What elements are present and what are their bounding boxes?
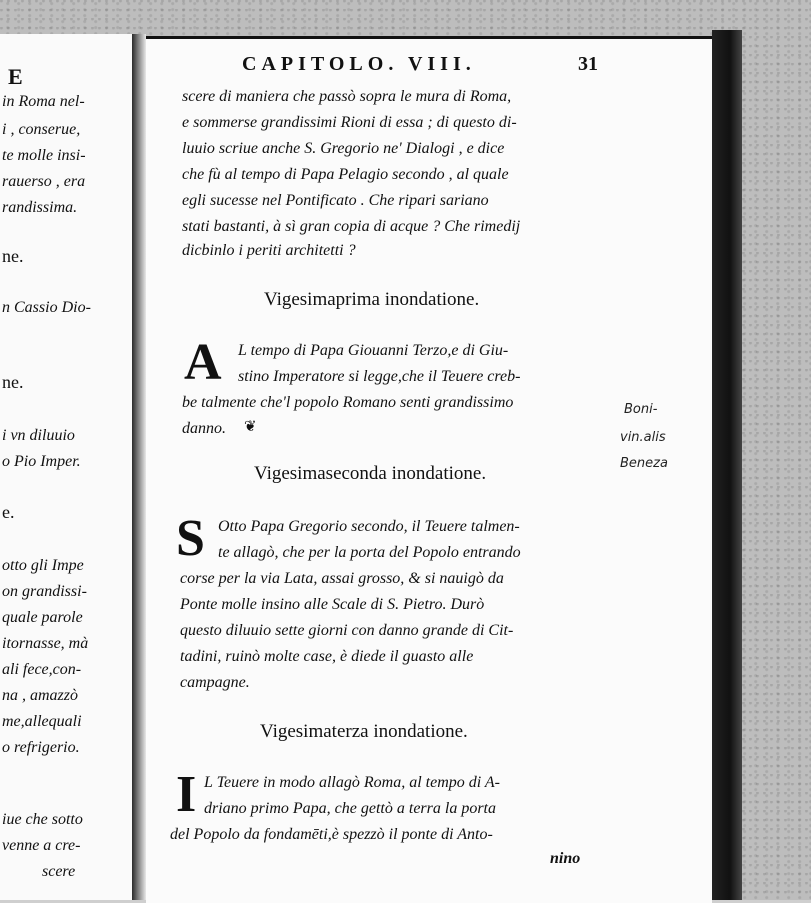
text-line: scere di maniera che passò sopra le mura di Roma, <box>182 88 512 105</box>
left-running-head: E <box>8 64 23 89</box>
book-page-edge <box>712 30 742 900</box>
left-line: o Pio Imper. <box>2 453 81 470</box>
left-line: randissima. <box>2 199 78 216</box>
text-line: stino Imperatore si legge,che il Teuere creb- <box>238 368 521 385</box>
text-line: dicbinlo i periti architetti ? <box>182 242 356 259</box>
text-line: del Popolo da fondamēti,è spezzò il ponte di Anto- <box>170 826 493 843</box>
left-line: e. <box>2 502 15 522</box>
margin-note-line: Beneza <box>620 456 668 471</box>
running-head: CAPITOLO. VIII. <box>242 53 476 75</box>
text-line: danno. <box>182 420 226 437</box>
text-line: corse per la via Lata, assai grosso, & si nauigò da <box>180 570 504 587</box>
left-line: on grandissi- <box>2 583 87 600</box>
text-line: stati bastanti, à sì gran copia di acque ? Che rimedij <box>182 218 521 235</box>
text-line: te allagò, che per la porta del Popolo entrando <box>218 544 521 561</box>
text-line: Otto Papa Gregorio secondo, il Teuere talmen- <box>218 518 520 535</box>
text-line: campagne. <box>180 674 250 691</box>
text-line: driano primo Papa, che gettò a terra la porta <box>204 800 496 817</box>
left-line: i , conserue, <box>2 121 81 138</box>
left-line: ne. <box>2 246 24 266</box>
left-line: te molle insi- <box>2 147 86 164</box>
left-line: quale parole <box>2 609 83 626</box>
catchword: nino <box>550 850 581 867</box>
left-line: o refrigerio. <box>2 739 80 756</box>
text-line: questo diluuio sette giorni con danno grande di Cit- <box>180 622 514 639</box>
left-line: ali fece,con- <box>2 661 82 678</box>
text-line: luuio scriue anche S. Gregorio ne' Dialogi , e dice <box>182 140 505 157</box>
left-line: ne. <box>2 372 24 392</box>
left-line: me,allequali <box>2 713 82 730</box>
left-line: n Cassio Dio- <box>2 299 91 316</box>
drop-cap: A <box>184 334 222 391</box>
page-number: 31 <box>578 53 598 75</box>
text-line: L Teuere in modo allagò Roma, al tempo di A- <box>204 774 500 791</box>
left-line: na , amazzò <box>2 687 79 704</box>
left-line: itornasse, mà <box>2 635 89 652</box>
drop-cap: S <box>176 510 205 567</box>
left-line: in Roma nel- <box>2 93 85 110</box>
book-gutter <box>132 34 146 900</box>
section-title: Vigesimaprima inondatione. <box>264 289 480 310</box>
left-line: otto gli Impe <box>2 557 84 574</box>
margin-note-line: Boni- <box>624 402 658 417</box>
left-line: scere <box>42 863 76 880</box>
text-line: e sommerse grandissimi Rioni di essa ; di questo di- <box>182 114 517 131</box>
text-line: egli sucesse nel Pontificato . Che ripari sariano <box>182 192 489 209</box>
left-line: venne a cre- <box>2 837 81 854</box>
text-line: che fù al tempo di Papa Pelagio secondo , al quale <box>182 166 509 183</box>
left-line: i vn diluuio <box>2 427 75 444</box>
drop-cap: I <box>176 766 197 823</box>
section-title: Vigesimaterza inondatione. <box>260 721 468 742</box>
margin-note-line: vin.alis <box>620 430 666 445</box>
fleuron-icon: ❦ <box>244 419 257 435</box>
left-page <box>0 34 134 900</box>
text-line: Ponte molle insino alle Scale di S. Pietro. Durò <box>180 596 485 613</box>
text-line: be talmente che'l popolo Romano senti grandissimo <box>182 394 514 411</box>
text-line: tadini, ruinò molte case, è diede il guasto alle <box>180 648 474 665</box>
left-line: iue che sotto <box>2 811 83 828</box>
text-line: L tempo di Papa Giouanni Terzo,e di Giu- <box>238 342 509 359</box>
left-line: rauerso , era <box>2 173 86 190</box>
section-title: Vigesimaseconda inondatione. <box>254 463 487 484</box>
